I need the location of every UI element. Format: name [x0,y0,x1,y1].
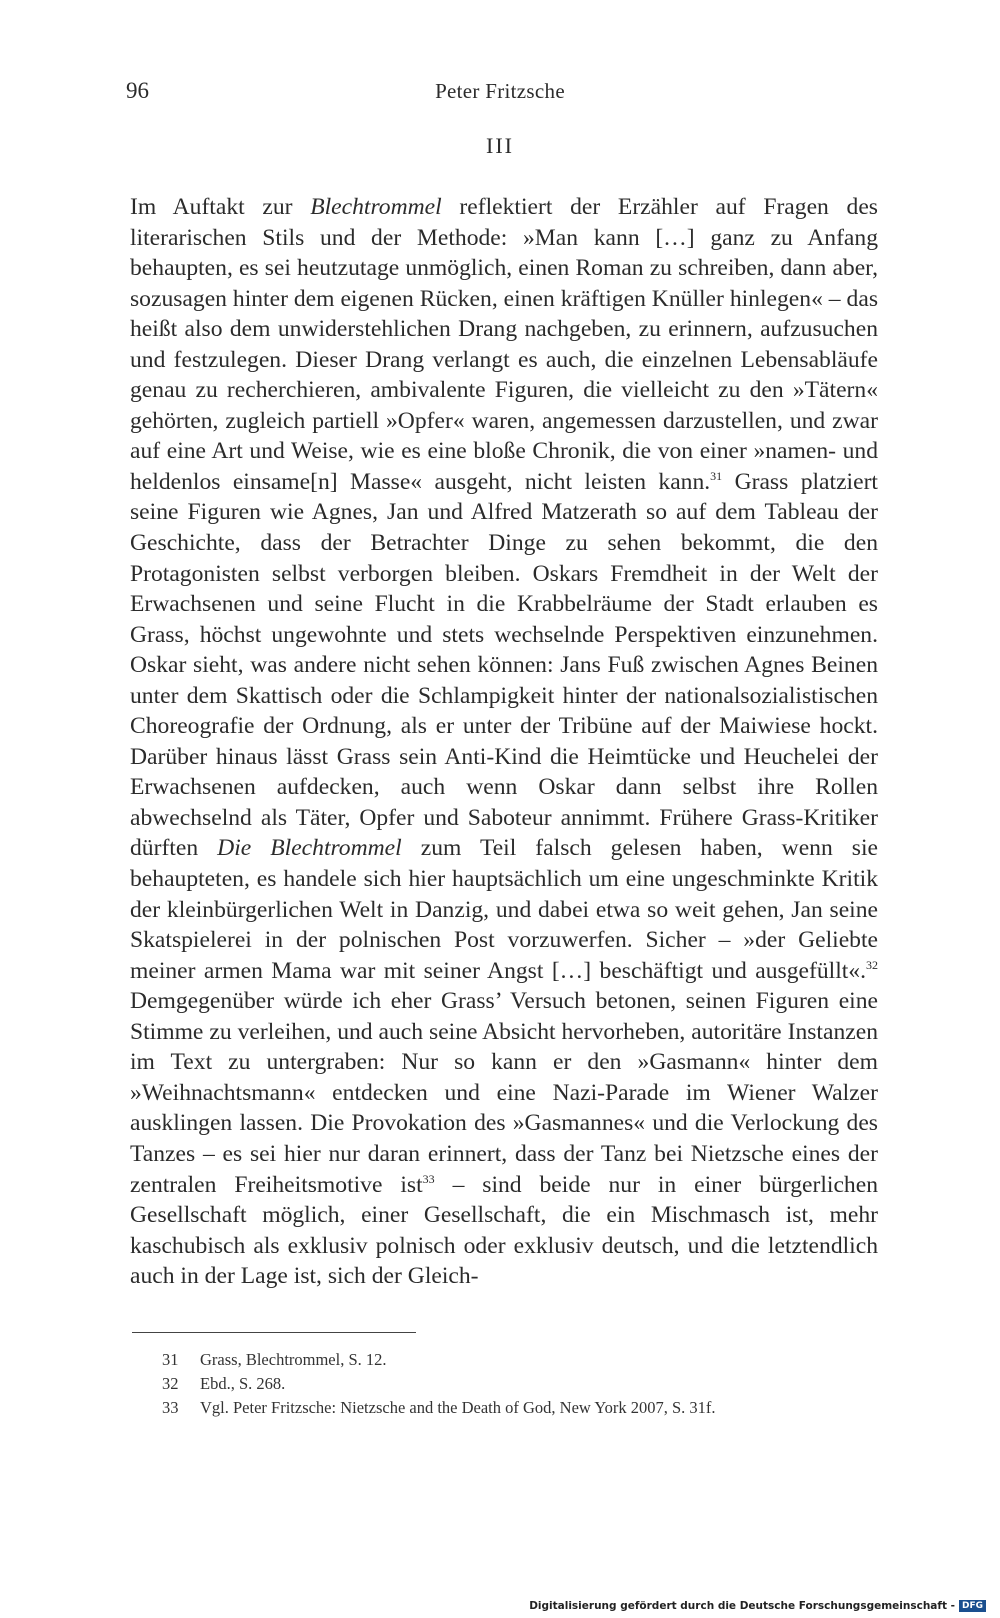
body-paragraph [130,192,878,1292]
footnote [162,1372,716,1396]
text-segment: reflektiert der Erzähler auf Fragen des literarischen Stils und der Methode: »Man kann […] ganz zu Anfang behaupten, es sei heutzutage unmöglich, einen Roman zu schreiben, dann aber, sozusagen hinter dem eigenen Rücken, einen kräftigen Knüller hinlegen« – das heißt also dem unwiderstehlichen Drang nachgeben, zu erinnern, aufzusuchen und festzulegen. Dieser Drang verlangt es auch, die einzelnen Lebensabläufe genau zu recherchieren, ambivalente Figuren, die vielleicht zu den »Tätern« gehörten, zugleich partiell »Opfer« waren, angemessen darzustellen, und zwar auf eine Art und Weise, wie es eine bloße Chronik, die von einer »namen- und heldenlos einsame[n] Masse« ausgeht, nicht leisten kann. [130,194,878,495]
text-segment: zum Teil falsch gelesen haben, wenn sie behaupteten, es handele sich hier hauptsächlich um eine ungeschminkte Kritik der kleinbürgerlichen Welt in Danzig, und dabei etwa so weit gehen, Jan seine Skatspielerei in der polnischen Post vorzuwerfen. Sicher – »der Geliebte meiner armen Mama war mit seiner Angst […] beschäftigt und ausgefüllt«. [130,835,879,984]
text-segment: Demgegenüber würde ich eher Grass’ Versuch betonen, seinen Figuren eine Stimme zu verleihen, und auch seine Absicht hervorheben, autoritäre Instanzen im Text zu untergraben: Nur so kann er den »Gasmann« hinter dem »Weihnachtsmann« entdecken und eine Nazi-Parade im Wiener Walzer ausklingen lassen. Die Provokation des »Gasmannes« und die Verlockung des Tanzes – es sei hier nur daran erinnert, dass der Tanz bei Nietzsche eines der zentralen Freiheitsmotive ist [130,988,878,1198]
footnote-number: 32 [162,1374,179,1393]
footnote-reference[interactable]: 33 [422,1171,435,1186]
footnote-number: 31 [162,1350,179,1369]
funding-text: Digitalisierung gefördert durch die Deutsche Forschungsgemeinschaft - [529,1600,955,1612]
footnote-reference[interactable]: 32 [866,957,878,972]
footnote-text: Vgl. Peter Fritzsche: Nietzsche and the Death of God, New York 2007, S. 31f. [200,1398,716,1417]
section-heading: III [486,133,514,158]
running-head: Peter Fritzsche [435,79,565,103]
book-title: Die Blechtrommel [217,835,402,862]
footnotes [162,1348,716,1420]
footnote-text: Grass, Blechtrommel, S. 12. [200,1350,387,1369]
footnote [162,1396,716,1420]
funding-banner [529,1600,986,1612]
footnote-reference[interactable]: 31 [710,468,723,483]
footnote-separator [132,1332,416,1333]
footnote [162,1348,716,1372]
text-segment: Im Auftakt zur [130,194,311,220]
text-segment: – sind beide nur in einer bürgerlichen Gesellschaft möglich, einer Gesellschaft, die ein Mischmasch ist, mehr kaschubisch als exklusiv polnisch oder exklusiv deutsch, und die letztendlich auch in der Lage ist, sich der Gleich- [130,1171,878,1290]
text-segment: Grass platziert seine Figuren wie Agnes, Jan und Alfred Matzerath so auf dem Tableau der Geschichte, dass der Betrachter Dinge zu sehen bekommt, die den Protagonisten selbst verborgen bleiben. Oskars Fremdheit in der Welt der Erwachsenen und seine Flucht in die Krabbelräume der Stadt erlauben es Grass, höchst ungewohnte und stets wechselnde Perspektiven einzunehmen. Oskar sieht, was andere nicht sehen können: Jans Fuß zwischen Agnes Beinen unter dem Skattisch oder die Schlampigkeit hinter der nationalsozialistischen Choreografie der Ordnung, als er unter der Tribüne auf der Maiwiese hockt. Darüber hinaus lässt Grass sein Anti-Kind die Heimtücke und Heuchelei der Erwachsenen aufdecken, auch wenn Oskar dann selbst ihre Rollen abwechselnd als Täter, Opfer und Saboteur annimmt. Frühere Grass-Kritiker dürften [130,468,878,862]
book-title: Blechtrommel [310,194,442,220]
footnote-number: 33 [162,1398,179,1417]
body-text [130,192,878,1292]
footnote-text: Ebd., S. 268. [200,1374,286,1393]
dfg-logo: DFG [959,1600,986,1612]
page-number: 96 [126,78,149,103]
